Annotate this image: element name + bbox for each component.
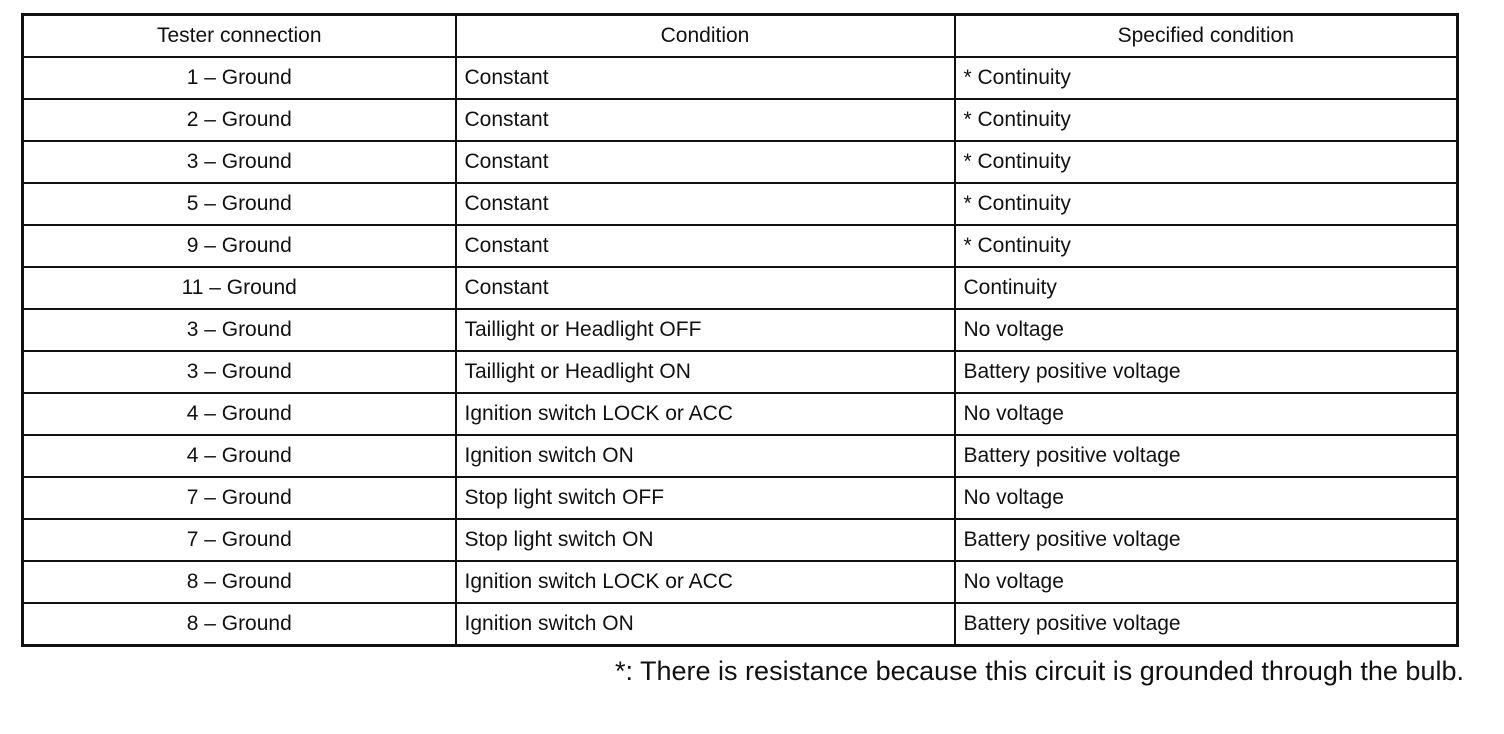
table-row: [23, 57, 1458, 99]
cell-condition: Constant: [456, 267, 955, 309]
cell-condition: Stop light switch OFF: [456, 477, 955, 519]
cell-specified-condition: * Continuity: [955, 141, 1458, 183]
cell-condition: Ignition switch ON: [456, 603, 955, 646]
cell-tester-connection: 4 – Ground: [23, 393, 456, 435]
table-body: [23, 57, 1458, 646]
table-row: [23, 519, 1458, 561]
cell-tester-connection: 7 – Ground: [23, 477, 456, 519]
footnote: *: There is resistance because this circuit is grounded through the bulb.: [615, 656, 1464, 686]
cell-tester-connection: 9 – Ground: [23, 225, 456, 267]
cell-condition: Constant: [456, 225, 955, 267]
header-specified-condition: Specified condition: [955, 15, 1458, 58]
table-row: [23, 477, 1458, 519]
cell-condition: Stop light switch ON: [456, 519, 955, 561]
cell-specified-condition: * Continuity: [955, 183, 1458, 225]
table-row: [23, 351, 1458, 393]
cell-condition: Ignition switch ON: [456, 435, 955, 477]
table-row: [23, 267, 1458, 309]
table-row: [23, 603, 1458, 646]
table-row: [23, 225, 1458, 267]
cell-specified-condition: Battery positive voltage: [955, 435, 1458, 477]
table-header-row: [23, 15, 1458, 58]
cell-specified-condition: Battery positive voltage: [955, 351, 1458, 393]
cell-condition: Constant: [456, 99, 955, 141]
cell-specified-condition: No voltage: [955, 561, 1458, 603]
table-row: [23, 99, 1458, 141]
cell-specified-condition: Continuity: [955, 267, 1458, 309]
cell-specified-condition: No voltage: [955, 309, 1458, 351]
table-row: [23, 435, 1458, 477]
cell-tester-connection: 11 – Ground: [23, 267, 456, 309]
table-row: [23, 141, 1458, 183]
cell-tester-connection: 1 – Ground: [23, 57, 456, 99]
cell-condition: Constant: [456, 141, 955, 183]
header-condition: Condition: [456, 15, 955, 58]
cell-specified-condition: No voltage: [955, 477, 1458, 519]
table-row: [23, 309, 1458, 351]
cell-specified-condition: Battery positive voltage: [955, 603, 1458, 646]
table-row: [23, 561, 1458, 603]
cell-specified-condition: No voltage: [955, 393, 1458, 435]
cell-tester-connection: 4 – Ground: [23, 435, 456, 477]
cell-specified-condition: * Continuity: [955, 99, 1458, 141]
cell-tester-connection: 8 – Ground: [23, 561, 456, 603]
cell-condition: Taillight or Headlight ON: [456, 351, 955, 393]
cell-specified-condition: * Continuity: [955, 57, 1458, 99]
cell-tester-connection: 3 – Ground: [23, 309, 456, 351]
cell-condition: Ignition switch LOCK or ACC: [456, 393, 955, 435]
cell-tester-connection: 3 – Ground: [23, 351, 456, 393]
table-row: [23, 393, 1458, 435]
cell-condition: Taillight or Headlight OFF: [456, 309, 955, 351]
cell-tester-connection: 3 – Ground: [23, 141, 456, 183]
header-tester-connection: Tester connection: [23, 15, 456, 58]
table-row: [23, 183, 1458, 225]
cell-tester-connection: 5 – Ground: [23, 183, 456, 225]
cell-condition: Constant: [456, 57, 955, 99]
cell-condition: Ignition switch LOCK or ACC: [456, 561, 955, 603]
cell-tester-connection: 2 – Ground: [23, 99, 456, 141]
cell-specified-condition: Battery positive voltage: [955, 519, 1458, 561]
cell-specified-condition: * Continuity: [955, 225, 1458, 267]
spec-table: [21, 13, 1459, 647]
cell-condition: Constant: [456, 183, 955, 225]
cell-tester-connection: 8 – Ground: [23, 603, 456, 646]
cell-tester-connection: 7 – Ground: [23, 519, 456, 561]
